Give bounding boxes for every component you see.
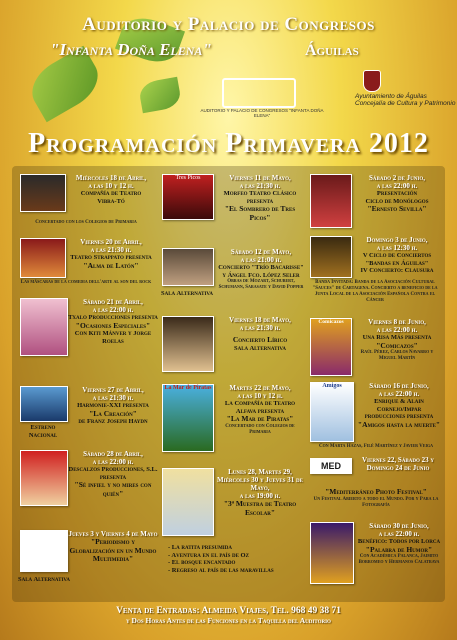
event-line: V Ciclo de Conciertos [362, 252, 432, 259]
event-line: Ciclo de Monólogos [365, 197, 429, 205]
footer [0, 606, 457, 625]
event-note [308, 280, 442, 304]
event-card [66, 238, 156, 270]
event-date: Jueves 3 y Viernes 4 de Mayo [68, 530, 158, 538]
event-line: IV Concierto: Clausura [360, 267, 434, 274]
header-subtitle: "Infanta Doña Elena" [50, 40, 212, 59]
event-image [162, 384, 214, 452]
event-date: Sábado 21 de Abril, [83, 298, 143, 306]
ayuntamiento-label [355, 93, 455, 107]
event-card [214, 316, 306, 352]
event-title: "Periodismo y Globalización en un Mundo Multimedia" [69, 537, 157, 563]
event-title: "Comicazos" [376, 340, 418, 350]
event-card [214, 468, 306, 517]
event-side-label [160, 290, 214, 298]
event-note-text: Un Festival Abierto a todo el Mundo. Por y Para la Fotografía [313, 496, 439, 508]
event-extra: de Franz Joseph Haydn [78, 418, 148, 425]
event-title: "Mediterráneo Photo Festival" [325, 487, 427, 496]
event-line: Harmonie-XXI presenta [77, 402, 149, 409]
event-date: Sábado 16 de Junio, [369, 382, 429, 390]
event-image [162, 174, 214, 220]
event-card [214, 248, 308, 291]
poster-label: Amigos [322, 383, 342, 389]
event-line: Morfeo Teatro Clásico [223, 190, 297, 197]
logo-caption: AUDITORIO Y PALACIO DE CONGRESOS "INFANTA DOÑA ELENA" [200, 108, 324, 118]
event-note-text: Con Académica Palanca, Jaimito Borromeo y Hermanos Calatrava [358, 554, 440, 565]
event-title: "La Mar de Piratas" [226, 414, 294, 423]
event-image [310, 174, 352, 228]
leaf-decoration [138, 77, 183, 113]
event-note-text: Concertado con Colegios de Primaria [225, 423, 295, 435]
event-date: Sábado 12 de Mayo, [230, 248, 292, 256]
event-time: a las 21:00 h. [240, 256, 282, 264]
event-line: Una Risa Más presenta [362, 334, 432, 341]
event-card [352, 456, 444, 472]
programacion-title: Programación Primavera 2012 [28, 128, 429, 159]
event-card [308, 488, 444, 509]
event-date: Domingo 3 de Junio, [366, 236, 428, 244]
event-image [310, 522, 354, 584]
event-line: y Ángel Fco. López Seler [222, 271, 300, 279]
list-item: - La ratita presumida [168, 544, 232, 551]
event-card [352, 318, 442, 362]
poster-label: La Mar de Piratas [164, 385, 212, 391]
event-title: "Ocasiones Especiales" [75, 320, 151, 330]
event-title: "Amigos hasta la muerte" [357, 419, 441, 429]
event-time: a las 22:00 h. [378, 530, 420, 538]
event-date: Viernes 20 de Abril, [80, 238, 142, 246]
med-logo-text: MED [321, 461, 341, 471]
event-title: "El Sombrero de Tres Picos" [224, 204, 296, 222]
event-title: "Alma de Latón" [83, 260, 139, 270]
events-panel [12, 166, 445, 602]
event-note-text: Con Marta Hazas, Filé Martínez y Javier Veiga [318, 444, 434, 449]
event-line: Presentación [376, 190, 418, 197]
event-image [20, 450, 68, 506]
event-card [68, 386, 158, 426]
event-card [68, 298, 158, 345]
event-card [68, 450, 158, 498]
event-extra: Sala Alternativa [234, 344, 286, 352]
event-card [354, 382, 444, 429]
footer-taquilla: y Dos Horas Antes de las Funciones en la Taquilla del Auditorio [126, 616, 331, 625]
concejalia-name: Concejalía de Cultura y Patrimonio [355, 100, 456, 107]
event-card [214, 174, 306, 222]
event-title: "Sé infiel y no mires con quién" [74, 480, 152, 498]
auditorio-logo [222, 78, 296, 108]
list-item: - Regreso al país de las maravillas [168, 566, 274, 574]
event-time: a las 19:00 h. [239, 492, 281, 500]
event-note [14, 280, 158, 286]
event-title: "3ª Muestra de Teatro Escolar" [223, 499, 297, 517]
event-line: "Bandas en Águilas" [365, 259, 429, 267]
event-date: Sábado 2 de Junio, [369, 174, 425, 182]
event-title: "Palabra de Humor" [365, 544, 433, 554]
event-list [168, 544, 308, 574]
coat-of-arms-icon [363, 70, 381, 92]
event-image [20, 530, 68, 572]
event-line: Compañía de Teatro [80, 190, 142, 197]
event-time: a las 22:00 h. [92, 458, 134, 466]
event-line: Enrique & Alain Cornejo/Impar [374, 398, 424, 413]
event-image [310, 318, 352, 376]
event-card [352, 174, 442, 214]
event-line: producciones presenta [364, 413, 434, 420]
event-side-label [14, 576, 74, 584]
event-card [214, 384, 306, 436]
event-line: Benéfico: Todos por Lorca [357, 538, 441, 545]
event-date: Sábado 28 de Abril, [83, 450, 143, 458]
event-time: a las 21:30 h. [239, 324, 281, 332]
header [0, 0, 457, 128]
event-time: a las 21:30 h. [90, 246, 132, 254]
event-date: Miércoles 18 de Abril, [75, 174, 147, 182]
poster-label: Tres Picos [175, 175, 201, 181]
event-time: a las 21:30 h. [239, 182, 281, 190]
event-image [310, 382, 354, 442]
event-time: a las 10 y 12 h. [237, 392, 283, 400]
event-time: a las 21:30 h. [92, 394, 134, 402]
event-time: a las 10 y 12 h. [88, 182, 134, 190]
event-date: Viernes 11 de Mayo, [229, 174, 291, 182]
event-note-text: Las máscaras de la comedia dell'arte al son del rock [20, 280, 152, 285]
ayuntamiento-name: Ayuntamiento de Águilas [355, 93, 427, 100]
event-time: a las 22:00 h. [92, 306, 134, 314]
event-title: Concierto Lírico [232, 335, 288, 344]
event-image [162, 248, 214, 286]
event-line: Teatro Strappato presenta [70, 254, 152, 261]
event-card [354, 522, 444, 566]
event-card [66, 174, 156, 205]
event-time: a las 22:00 h. [376, 326, 418, 334]
event-side-text: Sala Alternativa [18, 576, 70, 583]
event-note [308, 444, 444, 450]
event-image [162, 316, 214, 372]
event-line: La Compañía de Teatro [224, 400, 296, 407]
event-date: Martes 22 de Mayo, [229, 384, 291, 392]
event-card [68, 530, 158, 564]
footer-tickets: Venta de Entradas: Almeida Viajes, Tel. 968 49 38 71 [116, 606, 341, 616]
event-image [20, 238, 66, 278]
event-line: Concierto "Trío Bacarisse" [218, 264, 304, 271]
event-line: Vibra-Tó [97, 197, 125, 205]
event-date: Viernes 8 de Junio, [368, 318, 426, 326]
event-time: a las 22:00 h. [376, 182, 418, 190]
event-note-text: Obras de Mozart, Schubert, Schumann, Sarasate y David Popper [218, 279, 304, 290]
event-image [20, 386, 68, 422]
event-title: "Ernesto Sevilla" [367, 204, 427, 213]
header-city: Águilas [305, 42, 359, 59]
event-image [20, 298, 68, 356]
event-side-text: Estreno Nacional [28, 424, 58, 439]
event-extra: Con Kiti Mánver y Jorge Roelas [74, 330, 152, 345]
list-item: - Aventura en el país de Oz [168, 551, 249, 559]
event-date: Lunes 28, Martes 29, Miércoles 30 y Jueves 31 de Mayo, [217, 468, 303, 492]
event-title: "La Creación" [89, 408, 137, 418]
event-image [162, 468, 214, 536]
event-line: Alfava presenta [235, 407, 285, 415]
event-note [16, 220, 156, 226]
event-time: a las 22:00 h. [378, 390, 420, 398]
event-card [352, 236, 442, 275]
event-note-text: Concertado con los Colegios de Primaria [35, 220, 137, 225]
event-date: Viernes 18 de Mayo, [229, 316, 291, 324]
event-note-text: Banda Invitada: Banda de la Asociación Cultural "Sauces" de Cartagena. Concierto a beneficio de la Junta Local de la Asociación Española Contra el Cáncer [312, 280, 438, 303]
event-line: presenta [246, 197, 274, 205]
list-item: - El bosque encantado [168, 559, 236, 566]
event-side-text: Sala Alternativa [161, 290, 213, 297]
event-image [20, 174, 66, 212]
header-title: Auditorio y Palacio de Congresos [82, 14, 375, 35]
event-line: Descalzos Producciones, S.L. presenta [68, 466, 158, 481]
event-time: a las 12:30 h. [376, 244, 418, 252]
event-note-text: Raúl Pérez, Carlos Navarro y Miguel Martín [360, 350, 434, 361]
med-logo [310, 458, 352, 474]
event-date: Sábado 30 de Junio, [369, 522, 429, 530]
event-image [310, 236, 352, 278]
event-date: Viernes 22, Sábado 23 y Domingo 24 de Junio [362, 456, 434, 472]
poster-label: Comicazos [318, 319, 344, 325]
event-date: Viernes 27 de Abril, [82, 386, 144, 394]
event-side-label [18, 424, 68, 439]
event-line: Txalo Producciones presenta [68, 314, 158, 321]
